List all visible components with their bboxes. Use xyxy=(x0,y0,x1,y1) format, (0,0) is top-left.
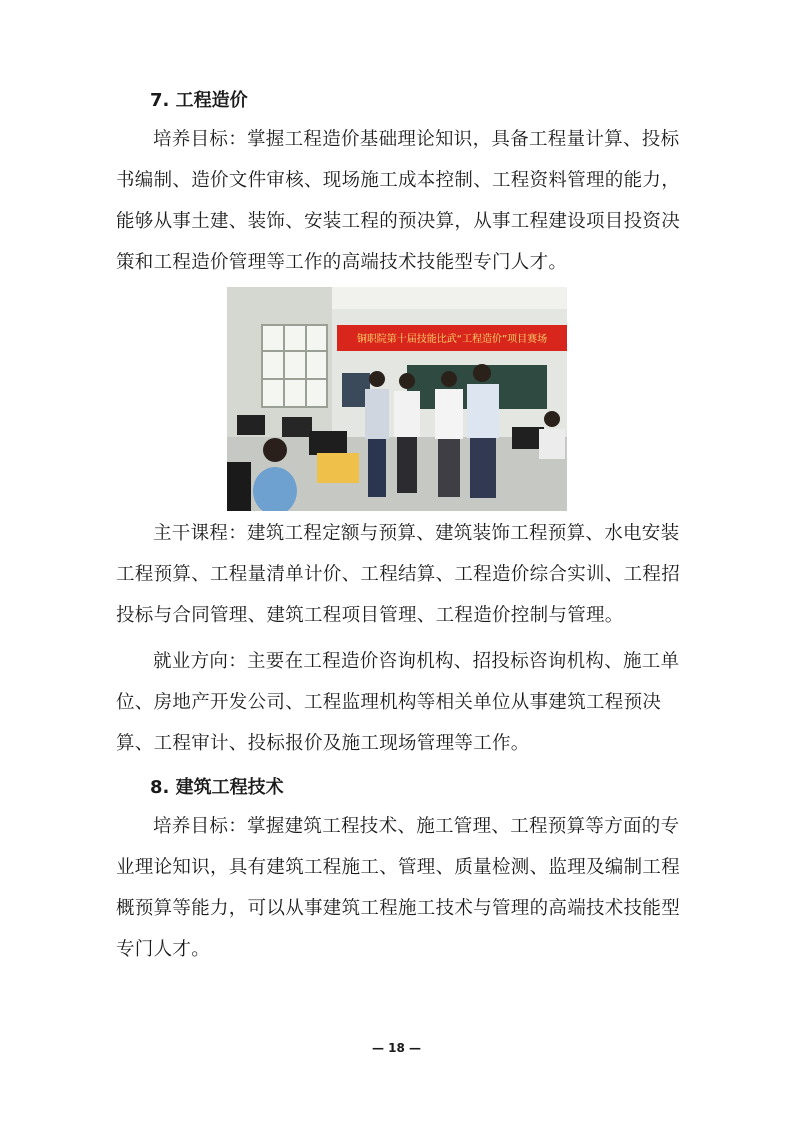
page-number: — 18 — xyxy=(371,1041,422,1055)
training-goal-text: 培养目标：掌握工程造价基础理论知识，具备工程量计算、投标书编制、造价文件审核、现场施工成本控制、工程资料管理的能力，能够从事土建、装饰、安装工程的预决算，从事工程建设项目投资决策和工程造价管理等工作的高端技术技能型专门人才。 xyxy=(116,129,681,273)
section-heading-cost-engineering: 7. 工程造价 xyxy=(150,90,248,111)
competition-banner-text: 铜职院第十届技能比武“工程造价”项目赛场 xyxy=(356,334,548,345)
training-goal-cost-engineering xyxy=(116,119,688,283)
employment-cost-engineering xyxy=(116,641,688,764)
section-heading-construction-engineering: 8. 建筑工程技术 xyxy=(150,777,284,798)
competition-photo xyxy=(227,287,567,511)
main-courses-cost-engineering xyxy=(116,513,688,636)
main-courses-text: 主干课程：建筑工程定额与预算、建筑装饰工程预算、水电安装工程预算、工程量清单计价、工程结算、工程造价综合实训、工程招投标与合同管理、建筑工程项目管理、工程造价控制与管理。 xyxy=(116,523,681,626)
training-goal-construction-engineering xyxy=(116,806,688,970)
training-goal-text: 培养目标：掌握建筑工程技术、施工管理、工程预算等方面的专业理论知识，具有建筑工程施工、管理、质量检测、监理及编制工程概预算等能力，可以从事建筑工程施工技术与管理的高端技术技能型专门人才。 xyxy=(116,816,681,960)
employment-text: 就业方向：主要在工程造价咨询机构、招投标咨询机构、施工单位、房地产开发公司、工程监理机构等相关单位从事建筑工程预决算、工程审计、投标报价及施工现场管理等工作。 xyxy=(116,651,680,754)
classroom-photo-illustration xyxy=(227,287,567,511)
